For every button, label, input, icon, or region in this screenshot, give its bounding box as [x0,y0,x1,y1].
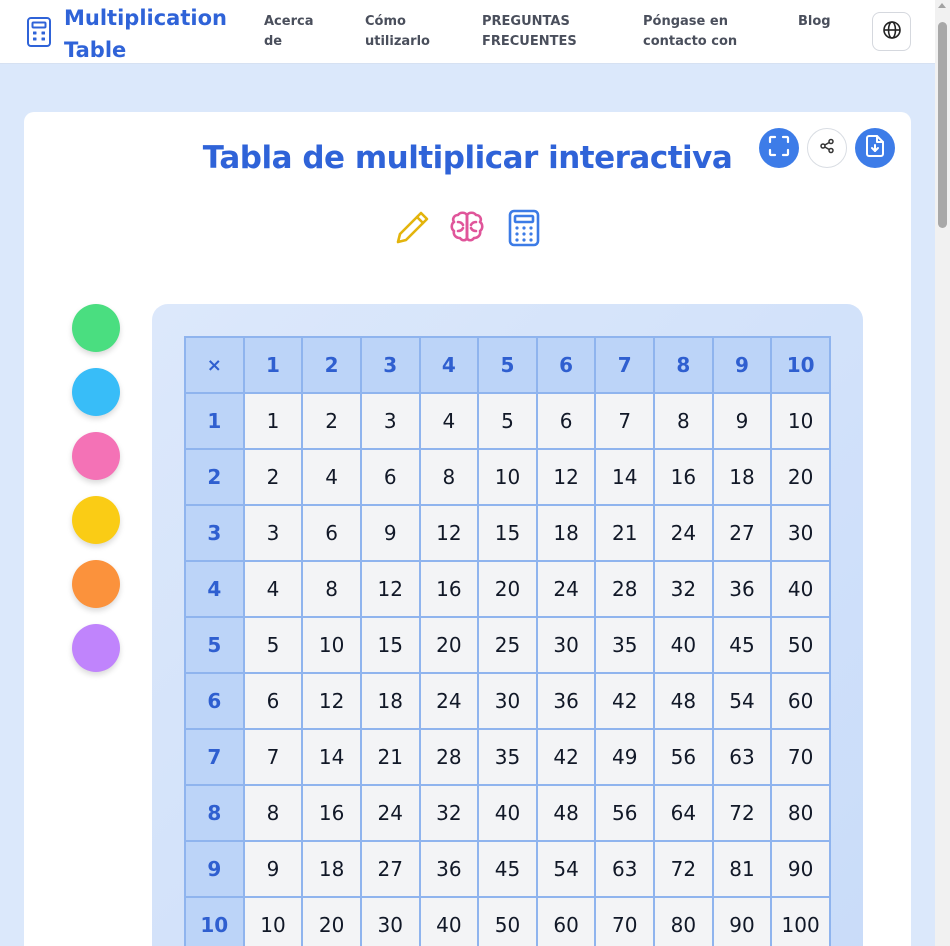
product-cell[interactable]: 45 [713,617,772,673]
row-header[interactable]: 6 [185,673,244,729]
pencil-mode-button[interactable] [392,208,432,248]
product-cell[interactable]: 72 [654,841,713,897]
page-scrollbar[interactable] [935,0,950,946]
site-logo[interactable] [64,2,244,66]
product-cell[interactable]: 18 [302,841,361,897]
product-cell[interactable]: 8 [420,449,479,505]
calculator-mode-button[interactable] [504,208,544,248]
product-cell[interactable]: 28 [420,729,479,785]
share-button[interactable] [807,128,847,168]
column-header[interactable]: 5 [478,337,537,393]
product-cell[interactable]: 10 [771,393,830,449]
product-cell[interactable]: 80 [654,897,713,946]
site-header [0,0,935,64]
product-cell[interactable]: 3 [244,505,303,561]
logo-line-2: Table [64,38,127,62]
product-cell[interactable]: 10 [244,897,303,946]
product-cell[interactable]: 9 [361,505,420,561]
row-header[interactable]: 9 [185,841,244,897]
product-cell[interactable]: 15 [361,617,420,673]
row-header[interactable]: 7 [185,729,244,785]
product-cell[interactable]: 7 [244,729,303,785]
product-cell[interactable]: 48 [654,673,713,729]
color-swatch-yellow[interactable] [72,496,120,544]
product-cell[interactable]: 14 [595,449,654,505]
nav-contact-line1: Póngase en [643,14,728,29]
row-header[interactable]: 5 [185,617,244,673]
nav-blog-line1: Blog [798,14,831,29]
product-cell[interactable]: 50 [478,897,537,946]
brain-icon [447,233,487,252]
download-icon [865,135,885,161]
page-title: Tabla de multiplicar interactiva [202,140,733,176]
product-cell[interactable]: 6 [244,673,303,729]
product-cell[interactable]: 5 [478,393,537,449]
product-cell[interactable]: 100 [771,897,830,946]
scroll-up-arrow-icon[interactable] [938,3,946,8]
column-header[interactable]: 9 [713,337,772,393]
nav-about[interactable] [264,12,313,52]
table-row [185,673,830,729]
brain-mode-button[interactable] [447,208,487,248]
table-corner-cell: × [185,337,244,393]
product-cell[interactable]: 7 [595,393,654,449]
product-cell[interactable]: 1 [244,393,303,449]
table-row [185,561,830,617]
product-cell[interactable]: 12 [537,449,596,505]
language-button[interactable] [872,12,911,51]
product-cell[interactable]: 5 [244,617,303,673]
row-header[interactable]: 8 [185,785,244,841]
nav-how-to-use-line1: Cómo [365,14,406,29]
table-header-row [185,337,830,393]
product-cell[interactable]: 80 [771,785,830,841]
product-cell[interactable]: 12 [302,673,361,729]
product-cell[interactable]: 21 [361,729,420,785]
product-cell[interactable]: 30 [771,505,830,561]
nav-how-to-use-line2: utilizarlo [365,34,430,49]
color-swatch-pink[interactable] [72,432,120,480]
nav-contact[interactable] [643,12,737,52]
product-cell[interactable]: 25 [478,617,537,673]
calculator-icon [504,233,544,252]
product-cell[interactable]: 27 [713,505,772,561]
row-header[interactable]: 1 [185,393,244,449]
product-cell[interactable]: 3 [361,393,420,449]
pencil-icon [392,233,432,252]
product-cell[interactable]: 21 [595,505,654,561]
product-cell[interactable]: 16 [654,449,713,505]
nav-about-line2: de [264,34,283,49]
color-swatch-green[interactable] [72,304,120,352]
product-cell[interactable]: 90 [771,841,830,897]
color-swatch-sky-blue[interactable] [72,368,120,416]
table-row [185,785,830,841]
product-cell[interactable]: 32 [654,561,713,617]
product-cell[interactable]: 64 [654,785,713,841]
product-cell[interactable]: 32 [420,785,479,841]
product-cell[interactable]: 4 [302,449,361,505]
column-header[interactable]: 7 [595,337,654,393]
product-cell[interactable]: 6 [361,449,420,505]
column-header[interactable]: 8 [654,337,713,393]
product-cell[interactable]: 36 [420,841,479,897]
nav-faq-line2: FRECUENTES [482,34,577,49]
product-cell[interactable]: 24 [654,505,713,561]
product-cell[interactable]: 70 [771,729,830,785]
product-cell[interactable]: 30 [537,617,596,673]
product-cell[interactable]: 20 [478,561,537,617]
product-cell[interactable]: 18 [537,505,596,561]
table-row [185,841,830,897]
fullscreen-icon [768,135,790,161]
product-cell[interactable]: 30 [478,673,537,729]
product-cell[interactable]: 2 [244,449,303,505]
nav-faq-line1: PREGUNTAS [482,14,570,29]
product-cell[interactable]: 40 [420,897,479,946]
product-cell[interactable]: 16 [302,785,361,841]
product-cell[interactable]: 4 [244,561,303,617]
product-cell[interactable]: 81 [713,841,772,897]
product-cell[interactable]: 28 [595,561,654,617]
product-cell[interactable]: 35 [478,729,537,785]
column-header[interactable]: 6 [537,337,596,393]
row-header[interactable]: 3 [185,505,244,561]
product-cell[interactable]: 40 [654,617,713,673]
product-cell[interactable]: 14 [302,729,361,785]
globe-icon [882,20,902,44]
product-cell[interactable]: 63 [713,729,772,785]
product-cell[interactable]: 48 [537,785,596,841]
product-cell[interactable]: 2 [302,393,361,449]
table-row [185,729,830,785]
product-cell[interactable]: 54 [713,673,772,729]
product-cell[interactable]: 60 [771,673,830,729]
product-cell[interactable]: 40 [771,561,830,617]
product-cell[interactable]: 60 [537,897,596,946]
product-cell[interactable]: 12 [361,561,420,617]
product-cell[interactable]: 24 [361,785,420,841]
product-cell[interactable]: 56 [654,729,713,785]
product-cell[interactable]: 70 [595,897,654,946]
product-cell[interactable]: 10 [302,617,361,673]
table-row [185,617,830,673]
product-cell[interactable]: 8 [654,393,713,449]
nav-about-line1: Acerca [264,14,314,29]
download-button[interactable] [855,128,895,168]
share-icon [819,138,835,158]
product-cell[interactable]: 36 [713,561,772,617]
product-cell[interactable]: 36 [537,673,596,729]
column-header[interactable]: 10 [771,337,830,393]
product-cell[interactable]: 18 [361,673,420,729]
product-cell[interactable]: 20 [302,897,361,946]
product-cell[interactable]: 49 [595,729,654,785]
column-header[interactable]: 1 [244,337,303,393]
product-cell[interactable]: 35 [595,617,654,673]
product-cell[interactable]: 9 [244,841,303,897]
calculator-logo-icon[interactable] [26,16,52,48]
product-cell[interactable]: 40 [478,785,537,841]
product-cell[interactable]: 4 [420,393,479,449]
product-cell[interactable]: 42 [595,673,654,729]
product-cell[interactable]: 50 [771,617,830,673]
fullscreen-button[interactable] [759,128,799,168]
row-header[interactable]: 10 [185,897,244,946]
product-cell[interactable]: 63 [595,841,654,897]
product-cell[interactable]: 10 [478,449,537,505]
product-cell[interactable]: 8 [302,561,361,617]
product-cell[interactable]: 9 [713,393,772,449]
nav-how-to-use[interactable] [365,12,430,52]
color-swatch-orange[interactable] [72,560,120,608]
column-header[interactable]: 3 [361,337,420,393]
product-cell[interactable]: 30 [361,897,420,946]
product-cell[interactable]: 42 [537,729,596,785]
product-cell[interactable]: 15 [478,505,537,561]
nav-contact-line2: contacto con [643,34,738,49]
product-cell[interactable]: 56 [595,785,654,841]
row-header[interactable]: 4 [185,561,244,617]
table-row [185,449,830,505]
scrollbar-thumb[interactable] [938,22,947,228]
product-cell[interactable]: 6 [302,505,361,561]
product-cell[interactable]: 6 [537,393,596,449]
product-cell[interactable]: 16 [420,561,479,617]
product-cell[interactable]: 54 [537,841,596,897]
product-cell[interactable]: 8 [244,785,303,841]
product-cell[interactable]: 20 [420,617,479,673]
table-row [185,897,830,946]
nav-faq[interactable] [482,12,577,52]
logo-line-1: Multiplication [64,6,227,30]
product-cell[interactable]: 18 [713,449,772,505]
product-cell[interactable]: 20 [771,449,830,505]
product-cell[interactable]: 24 [420,673,479,729]
product-cell[interactable]: 45 [478,841,537,897]
product-cell[interactable]: 12 [420,505,479,561]
row-header[interactable]: 2 [185,449,244,505]
nav-blog[interactable] [798,12,831,32]
product-cell[interactable]: 90 [713,897,772,946]
product-cell[interactable]: 27 [361,841,420,897]
column-header[interactable]: 4 [420,337,479,393]
color-swatch-purple[interactable] [72,624,120,672]
multiplication-table [184,336,831,946]
table-row [185,393,830,449]
product-cell[interactable]: 24 [537,561,596,617]
product-cell[interactable]: 72 [713,785,772,841]
table-row [185,505,830,561]
column-header[interactable]: 2 [302,337,361,393]
